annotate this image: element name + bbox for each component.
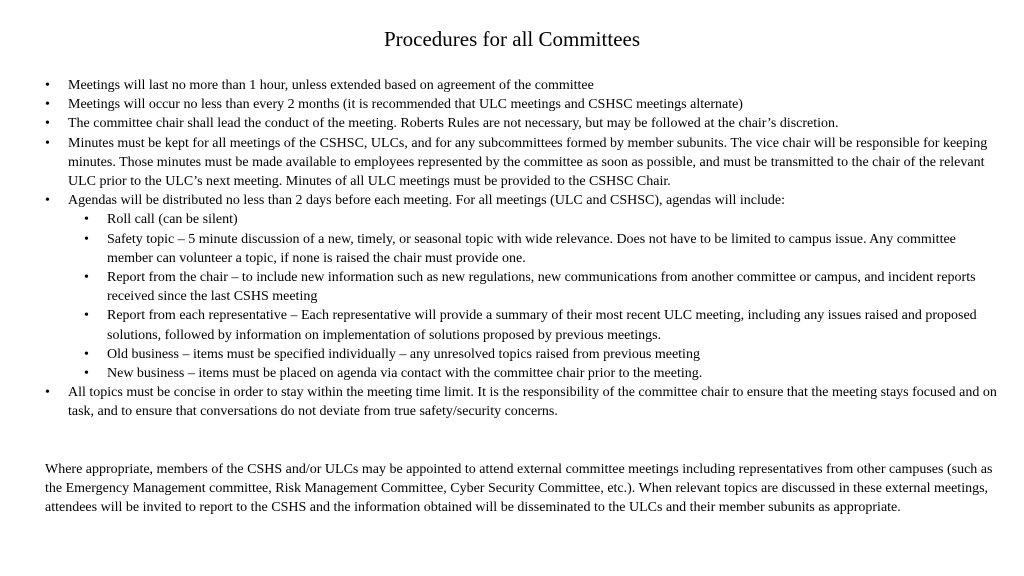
agenda-item-representative-report: • Report from each representative – Each representative will provide a summary of their most recent ULC meeting, including any issues raised and proposed solutions, followed by information on implementation of solutions proposed by previous meetings.: [68, 306, 1005, 344]
bullet-meeting-duration: • Meetings will last no more than 1 hour, unless extended based on agreement of the committee: [45, 76, 1005, 95]
page-title: Procedures for all Committees: [383, 27, 641, 51]
agenda-item-new-business: • New business – items must be placed on agenda via contact with the committee chair prior to the meeting.: [68, 364, 1005, 383]
bullet-meeting-frequency: • Meetings will occur no less than every 2 months (it is recommended that ULC meetings and CSHSC meetings alternate): [45, 95, 1005, 114]
bullet-concise-topics: • All topics must be concise in order to stay within the meeting time limit. It is the responsibility of the committee chair to ensure that the meeting stays focused and on task, and to ensure that conversations do not deviate from true safety/security concerns.: [45, 383, 1005, 421]
closing-paragraph: Where appropriate, members of the CSHS and/or ULCs may be appointed to attend external committee meetings including representatives from other campuses (such as the Emergency Management committee, Risk Management Committee, Cyber Security Committee, etc.). When relevant topics are discussed in these external meetings, attendees will be invited to report to the CSHS and the information obtained will be disseminated to the ULCs and their member subunits as appropriate.: [45, 462, 993, 516]
bullet-minutes: • Minutes must be kept for all meetings of the CSHSC, ULCs, and for any subcommittees formed by member subunits. The vice chair will be responsible for keeping minutes. Those minutes must be made available to employees represented by the committee as soon as possible, and must be transmitted to the chair of the relevant ULC prior to the ULC’s next meeting. Minutes of all ULC meetings must be provided to the CSHSC Chair.: [45, 134, 1005, 192]
agenda-item-roll-call: • Roll call (can be silent): [68, 210, 1005, 229]
bullet-committee-chair: • The committee chair shall lead the conduct of the meeting. Roberts Rules are not necessary, but may be followed at the chair’s discretion.: [45, 114, 1005, 133]
agenda-item-safety-topic: • Safety topic – 5 minute discussion of a new, timely, or seasonal topic with wide relevance. Does not have to be limited to campus issue. Any committee member can volunteer a topic, if none is raised the chair must provide one.: [68, 230, 1005, 268]
agenda-item-chair-report: • Report from the chair – to include new information such as new regulations, new communications from another committee or campus, and incident reports received since the last CSHS meeting: [68, 268, 1005, 306]
agenda-item-old-business: • Old business – items must be specified individually – any unresolved topics raised from previous meeting: [68, 345, 1005, 364]
agenda-items-list: [68, 210, 1005, 383]
bullet-agendas: [45, 191, 1005, 383]
bullet-agendas-text: Agendas will be distributed no less than 2 days before each meeting. For all meetings (ULC and CSHSC), agendas will include:: [68, 193, 785, 209]
procedures-list: [45, 76, 1005, 422]
